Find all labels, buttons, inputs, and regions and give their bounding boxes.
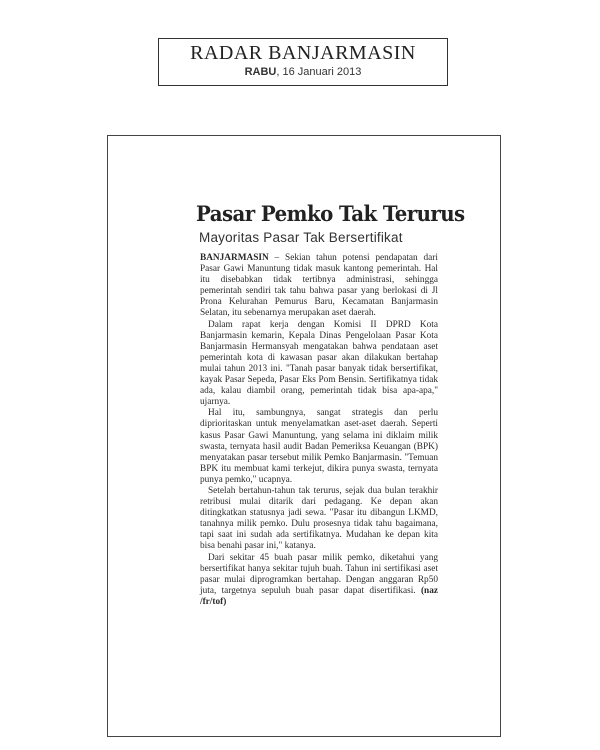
- article-paragraph: BANJARMASIN – Sekian tahun potensi pendapatan dari Pasar Gawi Manuntung tidak masuk kantong pemerintah. Hal itu disebabkan tidak tertibnya administrasi, sehingga pemerintah sendiri tak tahu bahwa pasar yang berlokasi di Jl Prona Kelurahan Pemurus Baru, Kecamatan Banjarmasin Selatan, itu sebenarnya merupakan aset daerah.: [200, 253, 438, 319]
- publication-date: [159, 66, 447, 78]
- article-subheadline: Mayoritas Pasar Tak Bersertifikat: [199, 230, 403, 245]
- article: [196, 201, 465, 608]
- newspaper-name: RADAR BANJARMASIN: [190, 42, 416, 64]
- article-body: [200, 253, 438, 608]
- publication-date-value: , 16 Januari 2013: [276, 66, 362, 78]
- article-paragraph: Hal itu, sambungnya, sangat strategis dan perlu diprioritaskan untuk menyelamatkan aset-aset daerah. Seperti kasus Pasar Gawi Manuntung, yang selama ini diklaim milik swasta, ternyata hasil audit Badan Pemeriksa Keuangan (BPK) menyatakan pasar tersebut milik Pemko Banjarmasin. "Temuan BPK itu membuat kami terkejut, dikira punya swasta, ternyata punya pemko," ucapnya.: [200, 408, 438, 485]
- article-paragraph: Dalam rapat kerja dengan Komisi II DPRD Kota Banjarmasin kemarin, Kepala Dinas Pengelolaan Pasar Kota Banjarmasin Hermansyah mengatakan bahwa pendataan aset pemerintah kota di kawasan pasar akan dilakukan bertahap mulai tahun 2013 ini. "Tanah pasar banyak tidak bersertifikat, kayak Pasar Sepeda, Pasar Eks Pom Bensin. Sertifikatnya tidak ada, kalau diambil orang, pemerintah tidak bisa apa-apa," ujarnya.: [200, 319, 438, 408]
- article-headline: Pasar Pemko Tak Terurus: [196, 201, 465, 226]
- article-byline: (naz /fr/tof): [200, 585, 438, 607]
- article-paragraph: Dari sekitar 45 buah pasar milik pemko, diketahui yang bersertifikat hanya sekitar tujuh buah. Tahun ini sertifikasi aset pasar mulai diprogramkan bertahap. Dengan anggaran Rp50 juta, targetnya sepuluh buah pasar dapat disertifikasi. (naz /fr/tof): [200, 552, 438, 607]
- masthead: [158, 38, 448, 86]
- article-dateline: BANJARMASIN: [200, 253, 269, 263]
- article-paragraph: Setelah bertahun-tahun tak terurus, sejak dua bulan terakhir retribusi mulai ditarik dari pedagang. Ke depan akan ditingkatkan statusnya jadi sewa. "Pasar itu dibangun LKMD, tanahnya milik pemko. Dulu prosesnya tidak tahu bagaimana, tapi saat ini sudah ada sertifikatnya. Mudahan ke depan kita bisa benahi pasar ini," katanya.: [200, 485, 438, 552]
- publication-day: RABU: [244, 66, 277, 78]
